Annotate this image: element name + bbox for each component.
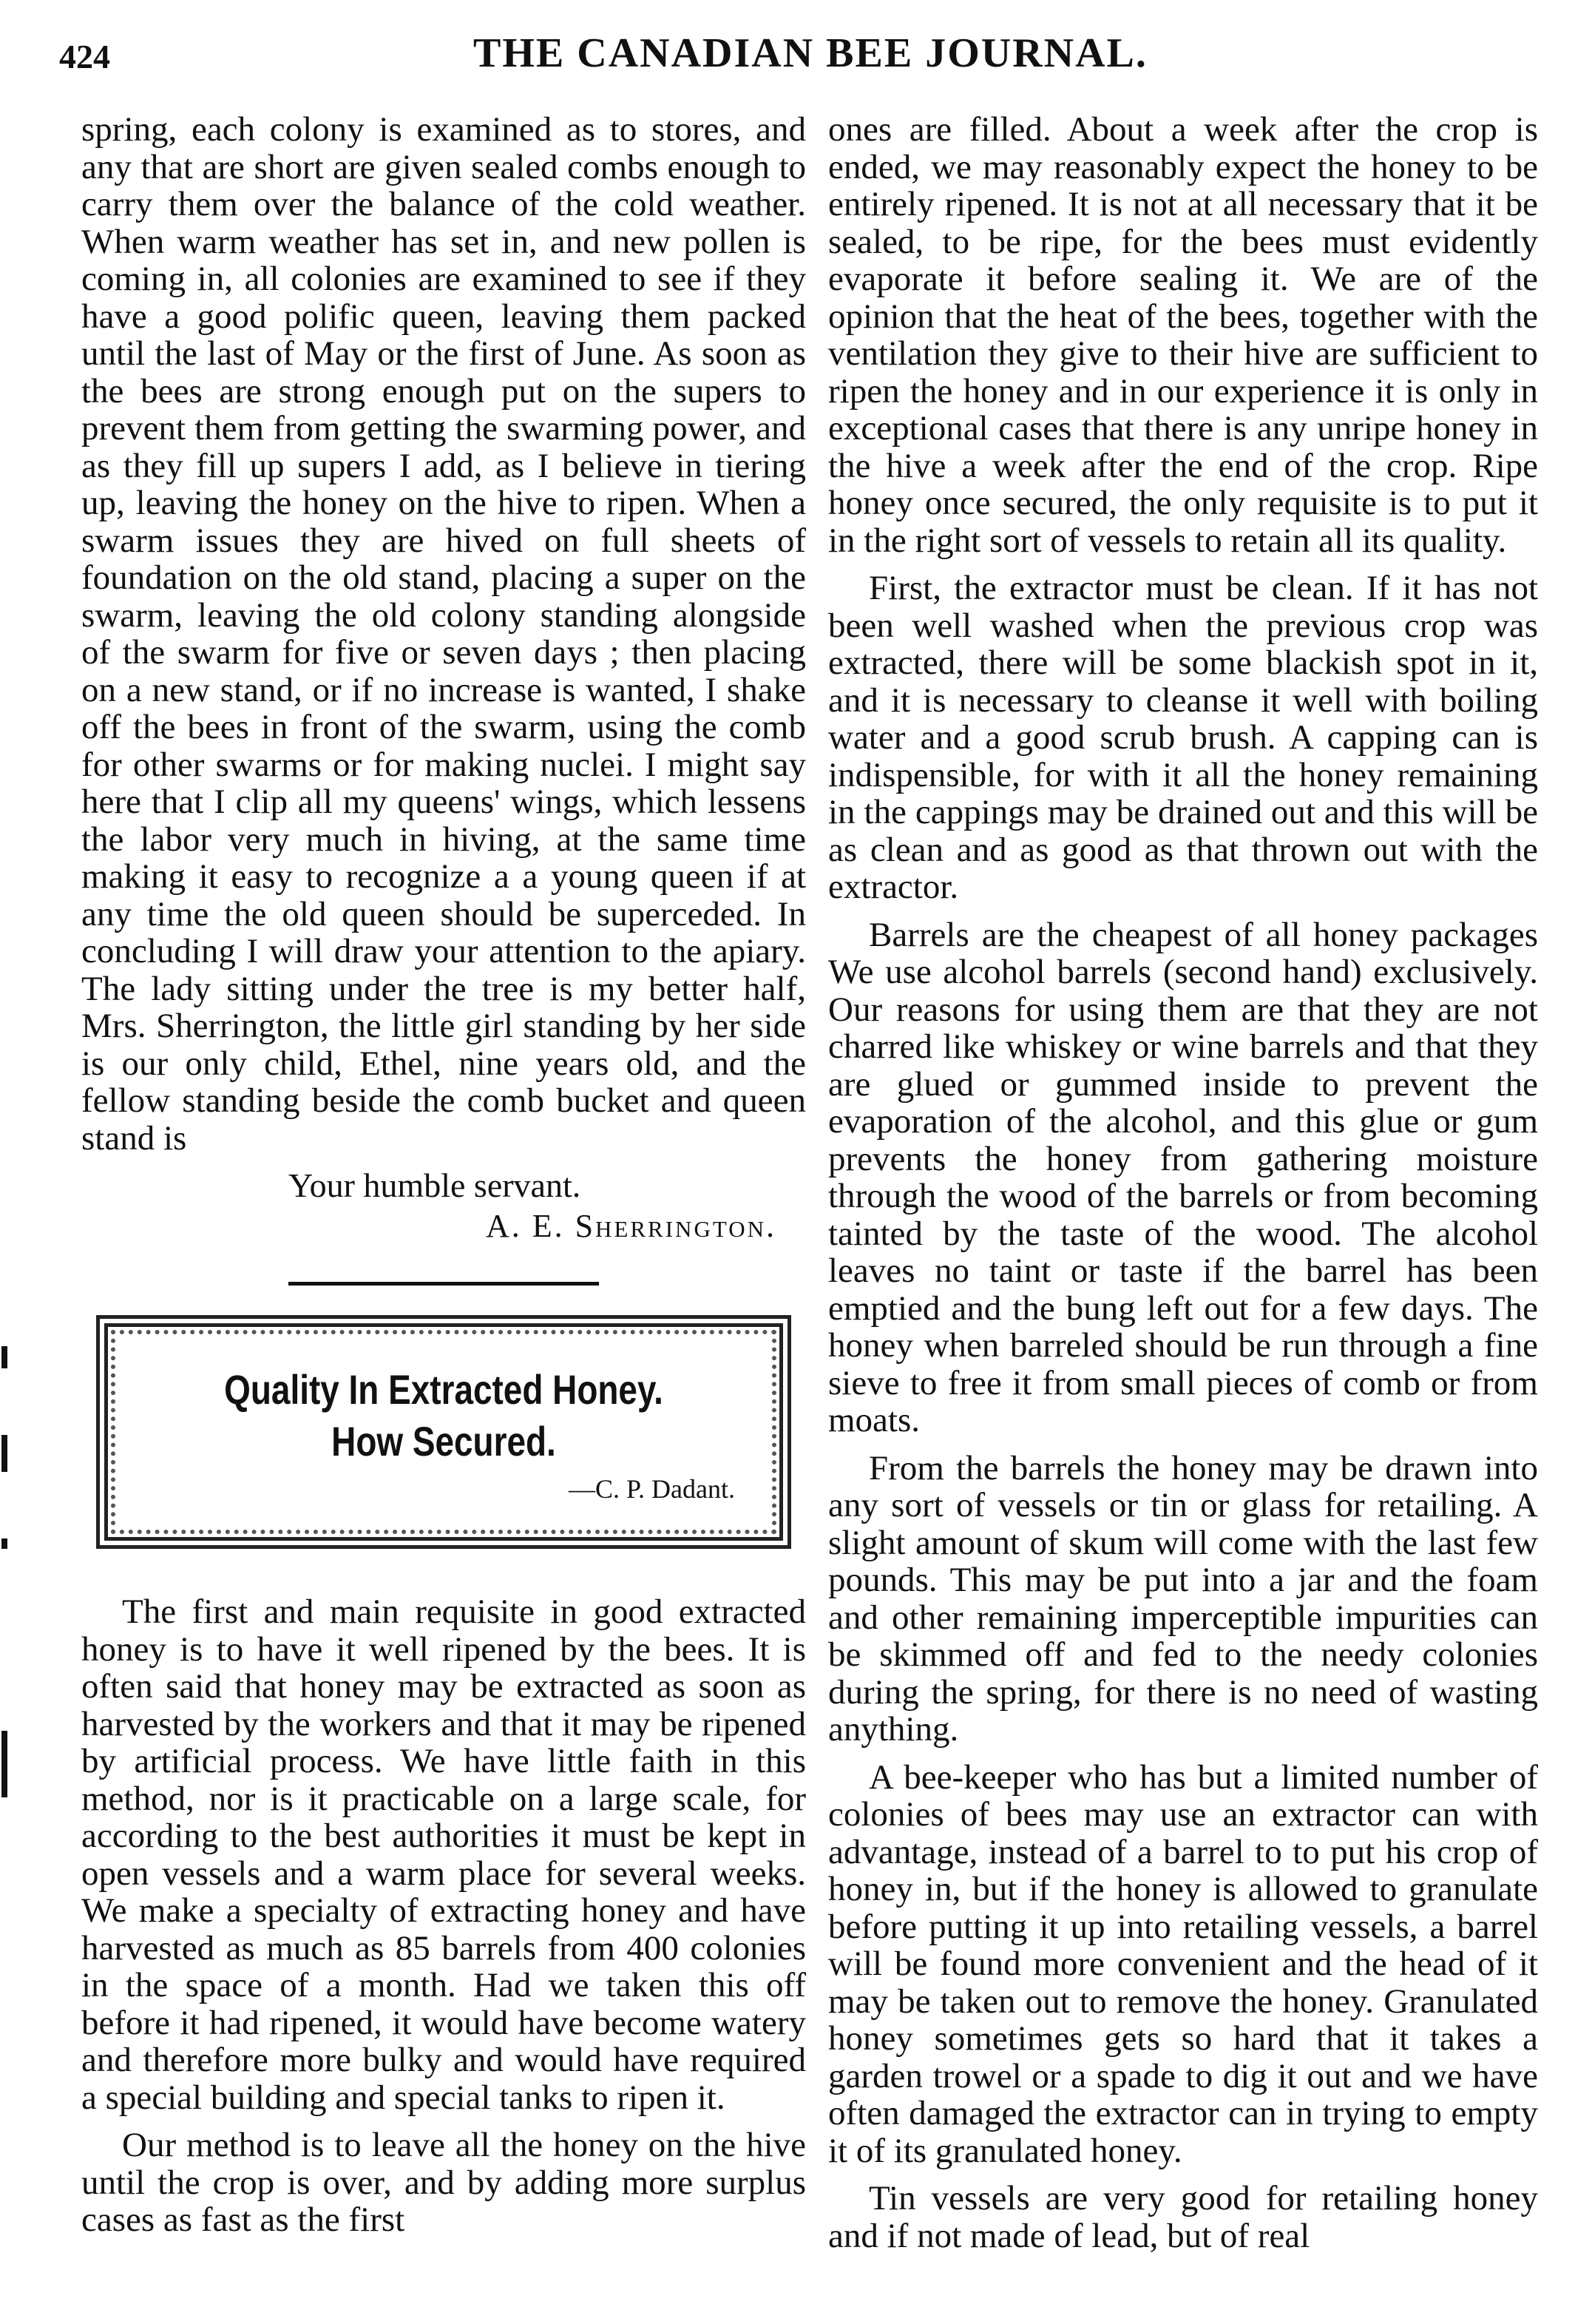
paragraph: Our method is to leave all the honey on the hive until the crop is over, and by adding more surplus cases as fast as the first [81, 2126, 806, 2239]
paragraph: ones are filled. About a week after the crop is ended, we may reasonably expect the honey to be entirely ripened. It is not at all necessary that it be sealed, to be ripe, for the bees must evidently evaporate it before sealing it. We are of the opinion that the heat of the bees, together with the ventilation they give to their hive are sufficient to ripen the honey and in our experience it is only in exceptional cases that there is any unripe honey in the hive a week after the end of the crop. Ripe honey once secured, the only requisite is to put it in the right sort of vessels to retain all its quality. [828, 110, 1538, 560]
journal-title: THE CANADIAN BEE JOURNAL. [473, 30, 1148, 76]
paragraph: A bee-keeper who has but a limited number of colonies of bees may use an extractor can with advantage, instead of a barrel to to put his crop of honey in, but if the honey is allowed to granulate before putting it up into retailing vessels, a barrel will be found more convenient and the head of it may be taken out to remove the honey. Granulated honey sometimes gets so hard that it takes a garden trowel or a spade to dig it out and we have often damaged the extractor can in trying to empty it of its granulated honey. [828, 1757, 1538, 2170]
paragraph: Tin vessels are very good for retailing honey and if not made of lead, but of real [828, 2179, 1538, 2255]
paragraph: spring, each colony is examined as to stores, and any that are short are given sealed combs enough to carry them over the balance of the cold weather. When warm weather has set in, and new pollen is coming in, all colonies are examined to see if they have a good polific queen, leaving them packed until the last of May or the first of June. As soon as the bees are strong enough put on the supers to prevent them from getting the swarming power, and as they fill up supers I add, as I believe in tiering up, leaving the honey on the hive to ripen. When a swarm issues they are hived on full sheets of foundation on the old stand, placing a super on the swarm, leaving the old colony standing alongside of the swarm for five or seven days ; then placing on a new stand, or if no increase is wanted, I shake off the bees in front of the swarm, using the comb for other swarms or for making nuclei. I might say here that I clip all my queens' wings, which lessens the labor very much in hiving, at the same time making it easy to recognize a a young queen if at any time the old queen should be superceded. In concluding I will draw your attention to the apiary. The lady sitting under the tree is my better half, Mrs. Sherrington, the little girl standing by her side is our only child, Ethel, nine years old, and the fellow standing beside the comb bucket and queen stand is [81, 110, 806, 1158]
divider-rule [288, 1282, 599, 1286]
page-header [59, 30, 1523, 81]
article-title-box [96, 1315, 791, 1549]
left-column [81, 111, 806, 2249]
article-subtitle: How Secured. [331, 1418, 556, 1465]
signoff: Your humble servant. [288, 1166, 581, 1204]
article-byline: —C. P. Dadant. [569, 1474, 735, 1504]
paragraph: The first and main requisite in good extracted honey is to have it well ripened by the bees. It is often said that honey may be extracted as soon as harvested by the workers and that it may be ripened by artificial process. We have little faith in this method, nor is it practicable on a large scale, for according to the best authorities it must be kept in open vessels and a warm place for several weeks. We make a specialty of extracting honey and have harvested as much as 85 barrels from 400 colonies in the space of a month. Had we taken this off before it had ripened, it would have become watery and therefore more bulky and would have required a special building and special tanks to ripen it. [81, 1592, 806, 2117]
paragraph: From the barrels the honey may be drawn into any sort of vessels or tin or glass for retailing. A slight amount of skum will come with the last few pounds. This may be put into a jar and the foam and other remaining imperceptible impurities can be skimmed off and fed to the needy colonies during the spring, for there is no need of wasting anything. [828, 1448, 1538, 1749]
article-title: Quality In Extracted Honey. [224, 1366, 663, 1413]
margin-marks [0, 1346, 10, 1864]
right-column [828, 111, 1538, 2265]
paragraph: First, the extractor must be clean. If it has not been well washed when the previous crop was extracted, there will be some blackish spot in it, and it is necessary to cleanse it well with boiling water and a good scrub brush. A capping can is indispensible, for with it all the honey remaining in the cappings may be drained out and this will be as clean and as good as that thrown out with the extractor. [828, 569, 1538, 906]
page-number: 424 [59, 38, 110, 75]
signature: A. E. Sherrington. [485, 1208, 776, 1244]
paragraph: Barrels are the cheapest of all honey packages We use alcohol barrels (second hand) exclusively. Our reasons for using them are that they are not charred like whiskey or wine barrels and that they are glued or gummed inside to prevent the evaporation of the alcohol, and this glue or gum prevents the honey from gathering moisture through the wood of the barrels or from becoming tainted by the taste of the wood. The alcohol leaves no taint or taste if the barrel has been emptied and the bung left out for a few days. The honey when barreled should be run through a fine sieve to free it from small pieces of comb or from moats. [828, 915, 1538, 1439]
